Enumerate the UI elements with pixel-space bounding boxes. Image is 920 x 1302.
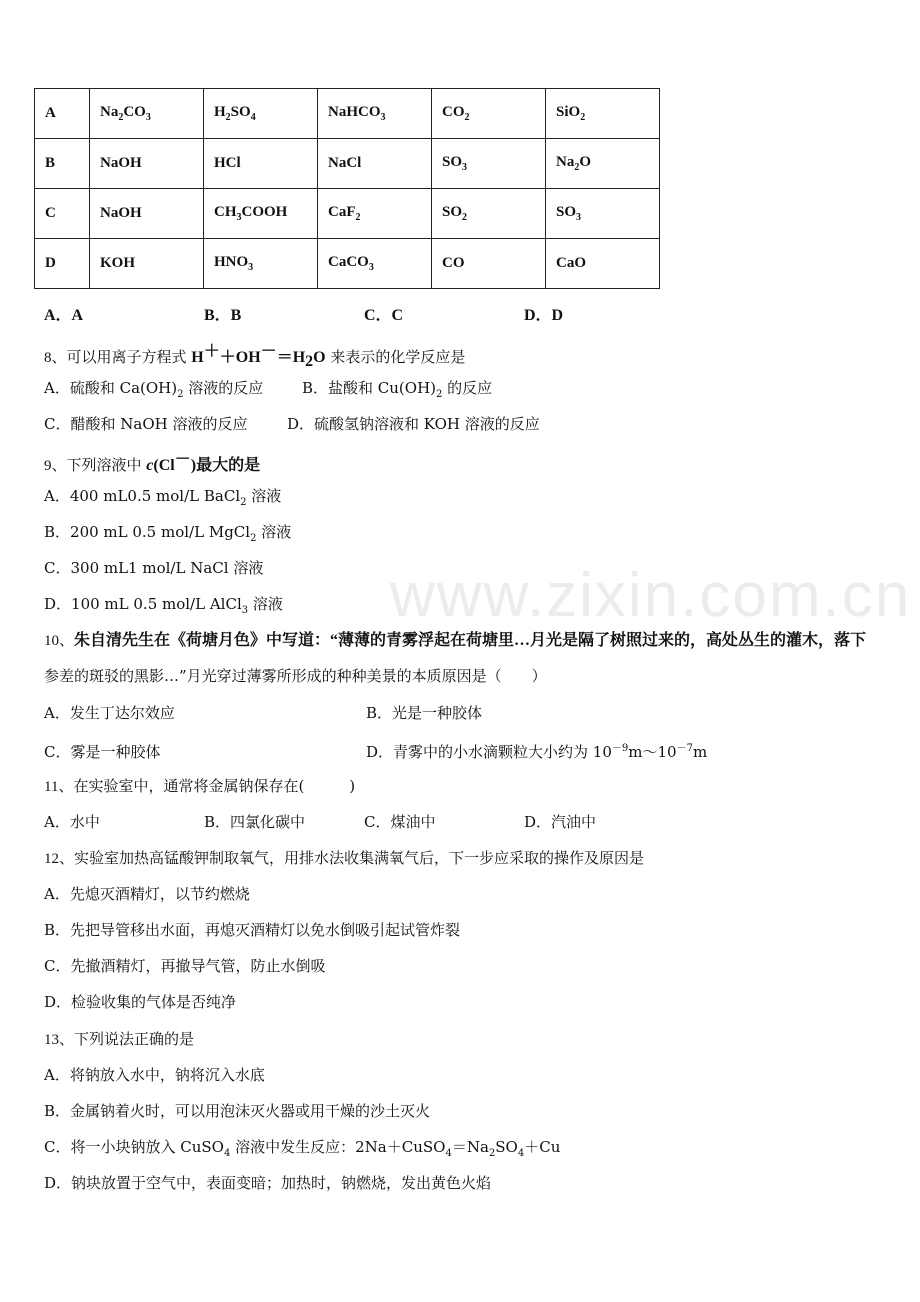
- q9-option-c[interactable]: C．300 mL1 mol/L NaCl 溶液: [44, 559, 264, 577]
- q8-option-a[interactable]: A．硫酸和 $Ca(OH)_2$ 溶液的反应: [44, 379, 264, 400]
- q7-option-d[interactable]: D．D: [524, 307, 564, 324]
- table-cell: HCl: [204, 139, 318, 189]
- table-cell: CO: [432, 239, 546, 289]
- watermark: www.zixin.com.cn: [390, 561, 912, 630]
- q8-options-cd: [44, 414, 540, 434]
- q9-option-b[interactable]: B．200 mL 0.5 mol/L MgCl$_2$ 溶液: [44, 523, 292, 544]
- q8-stem: 8、可以用离子方程式 $H^++OH^-=H_2O$ 来表示的化学反应是: [44, 343, 466, 370]
- table-row: [35, 239, 660, 289]
- q12-option-d[interactable]: D．检验收集的气体是否纯净: [44, 993, 237, 1011]
- q10-options-ab: [44, 703, 482, 723]
- q11-option-b[interactable]: B．四氯化碳中: [204, 813, 306, 831]
- q10-stem-line1: 10、朱自清先生在《荷塘月色》中写道：“薄薄的青雾浮起在荷塘里…月光是隔了树照过来的，高处丛生的灌木，落下: [44, 632, 867, 649]
- q12-option-b[interactable]: B．先把导管移出水面，再熄灭酒精灯以免水倒吸引起试管炸裂: [44, 921, 461, 939]
- q10-stem-line2: 参差的斑驳的黑影…”月光穿过薄雾所形成的种种美景的本质原因是（ ）: [44, 667, 547, 685]
- q12-option-c[interactable]: C．先撤酒精灯，再撤导气管，防止水倒吸: [44, 957, 326, 975]
- q10-option-b[interactable]: B．光是一种胶体: [366, 704, 483, 722]
- table-cell: CaO: [546, 239, 660, 289]
- table-cell: CaF$_2$: [318, 189, 432, 239]
- q13-stem: 13、下列说法正确的是: [44, 1030, 195, 1048]
- q11-options: [44, 812, 596, 832]
- q9-option-a[interactable]: A．400 mL0.5 mol/L BaCl$_2$ 溶液: [44, 487, 282, 508]
- q13-option-a[interactable]: A．将钠放入水中，钠将沉入水底: [44, 1066, 265, 1084]
- q8-option-c[interactable]: C．醋酸和 NaOH 溶液的反应: [44, 415, 248, 433]
- table-cell: $SO_3$: [546, 189, 660, 239]
- table-cell: CaCO$_3$: [318, 239, 432, 289]
- q11-option-d[interactable]: D．汽油中: [524, 813, 597, 831]
- q7-options: [44, 306, 563, 326]
- table-cell: NaHCO$_3$: [318, 89, 432, 139]
- q9-option-d[interactable]: D．100 mL 0.5 mol/L AlCl$_3$ 溶液: [44, 595, 283, 616]
- q7-option-c[interactable]: C．C: [364, 307, 404, 324]
- table-cell: $CH_3COOH$: [204, 189, 318, 239]
- q9-stem: 9、下列溶液中 c(Cl－)最大的是: [44, 451, 261, 474]
- table-cell: NaCl: [318, 139, 432, 189]
- table-cell: NaOH: [90, 139, 204, 189]
- table-cell: $HNO_3$: [204, 239, 318, 289]
- q8-option-b[interactable]: B．盐酸和 $Cu(OH)_2$ 的反应: [302, 379, 493, 400]
- table-cell: NaOH: [90, 189, 204, 239]
- row-label: B: [35, 139, 90, 189]
- q13-option-b[interactable]: B．金属钠着火时，可以用泡沫灭火器或用干燥的沙土灭火: [44, 1102, 431, 1120]
- q12-stem: 12、实验室加热高锰酸钾制取氧气，用排水法收集满氧气后，下一步应采取的操作及原因是: [44, 849, 645, 867]
- compound-classification-table: [34, 88, 660, 289]
- q10-option-c[interactable]: C．雾是一种胶体: [44, 743, 161, 761]
- table-row: [35, 139, 660, 189]
- row-label: C: [35, 189, 90, 239]
- q13-option-c[interactable]: C．将一小块钠放入 CuSO$_4$ 溶液中发生反应：$2Na+CuSO_4=Na_2SO_4+Cu$: [44, 1138, 561, 1159]
- q12-option-a[interactable]: A．先熄灭酒精灯，以节约燃烧: [44, 885, 250, 903]
- q8-option-d[interactable]: D．硫酸氢钠溶液和 KOH 溶液的反应: [287, 415, 540, 433]
- table-cell: $SO_2$: [432, 189, 546, 239]
- q10-option-a[interactable]: A．发生丁达尔效应: [44, 704, 175, 722]
- table-cell: $Na_2CO_3$: [90, 89, 204, 139]
- table-cell: KOH: [90, 239, 204, 289]
- q10-option-d[interactable]: D．青雾中的小水滴颗粒大小约为 $10^{-9}m\sim 10^{-7}m$: [366, 743, 708, 761]
- q10-options-cd: [44, 739, 707, 762]
- table-cell: $CO_2$: [432, 89, 546, 139]
- q11-option-c[interactable]: C．煤油中: [364, 813, 436, 831]
- table-cell: $H_2SO_4$: [204, 89, 318, 139]
- q8-options-ab: [44, 378, 492, 405]
- table-cell: $SO_3$: [432, 139, 546, 189]
- q7-option-b[interactable]: B．B: [204, 307, 242, 324]
- table-row: [35, 89, 660, 139]
- q11-stem: 11、在实验室中，通常将金属钠保存在( ): [44, 777, 356, 795]
- q13-option-d[interactable]: D．钠块放置于空气中，表面变暗；加热时，钠燃烧，发出黄色火焰: [44, 1174, 492, 1192]
- table-row: [35, 189, 660, 239]
- table-cell: SiO$_2$: [546, 89, 660, 139]
- table-cell: $Na_2O$: [546, 139, 660, 189]
- q11-option-a[interactable]: A．水中: [44, 813, 100, 831]
- row-label: D: [35, 239, 90, 289]
- row-label: A: [35, 89, 90, 139]
- q7-option-a[interactable]: A．A: [44, 307, 84, 324]
